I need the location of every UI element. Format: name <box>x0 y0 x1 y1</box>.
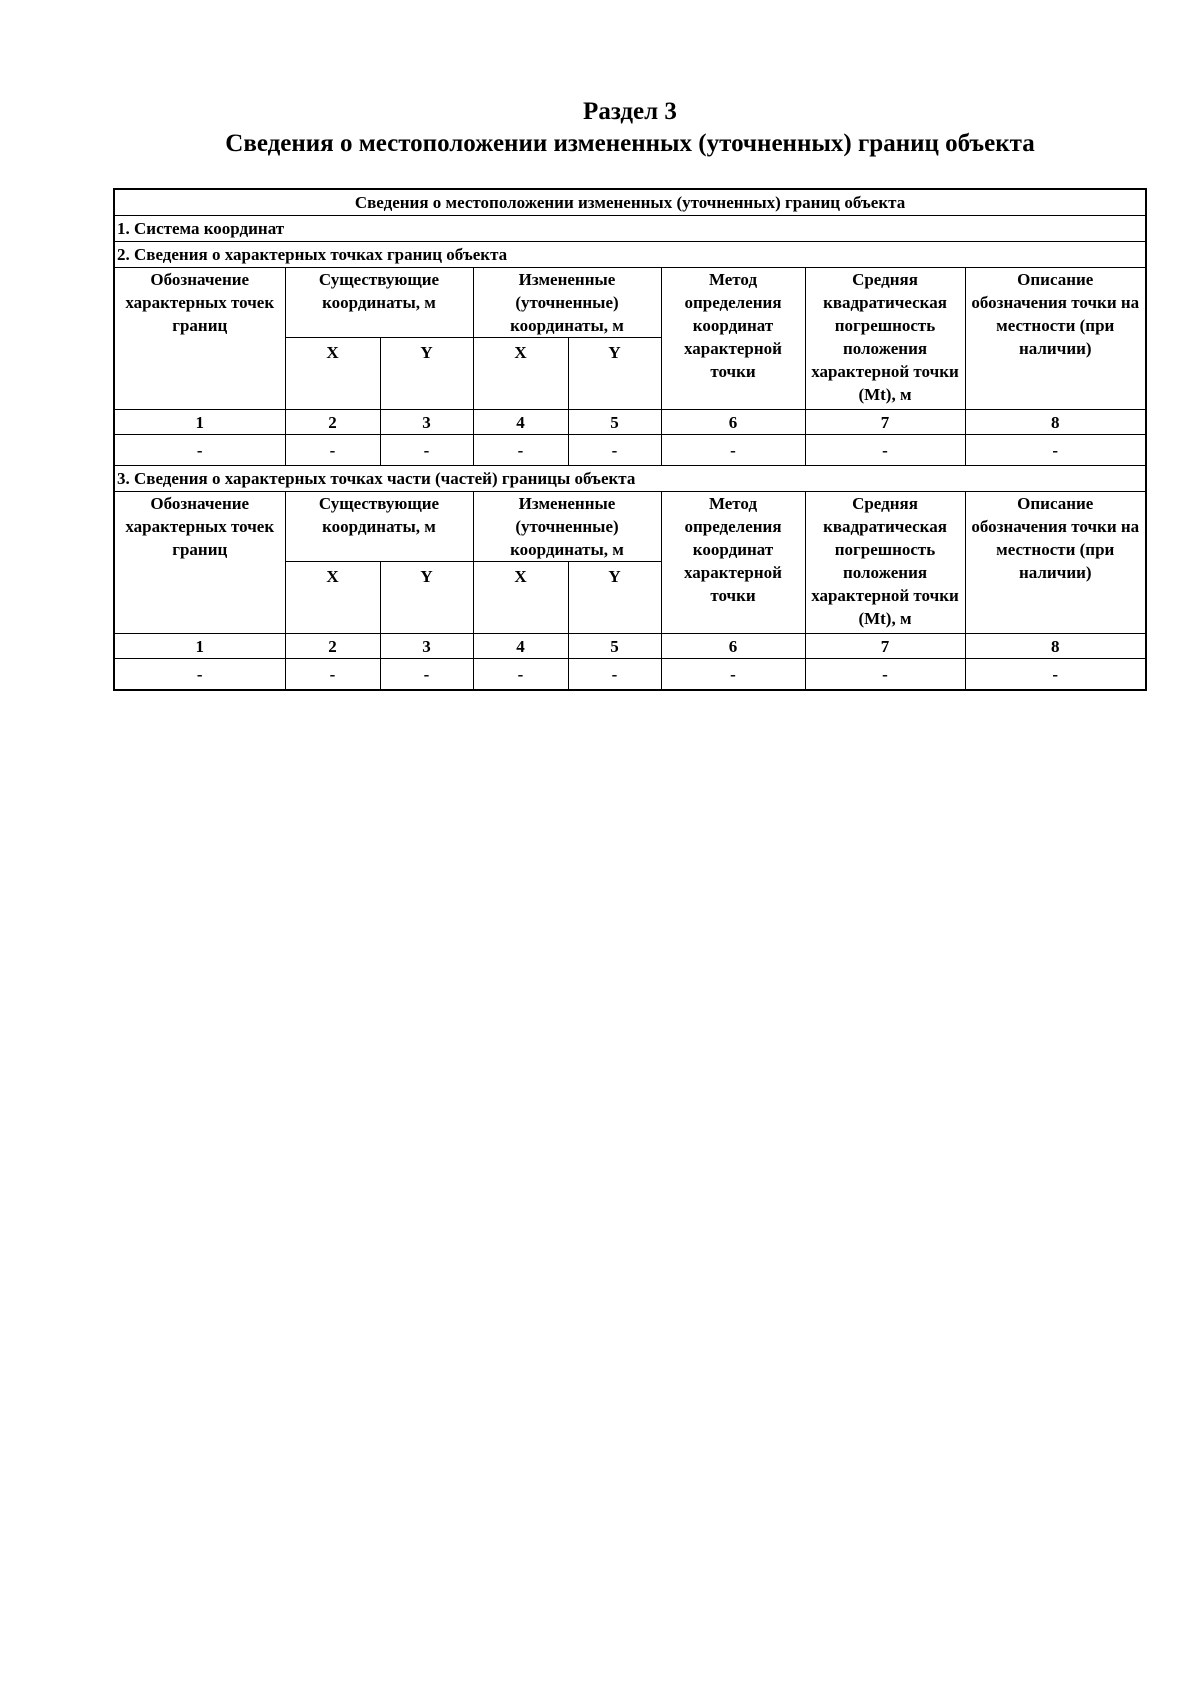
col-changed-x-header: X <box>473 338 568 410</box>
column-number: 5 <box>568 634 661 659</box>
col-method-header: Метод определения координат характерной точки <box>661 492 805 634</box>
col-description-header: Описание обозначения точки на местности (при наличии) <box>965 492 1146 634</box>
col-error-header: Средняя квадратическая погрешность положения характерной точки (Mt), м <box>805 268 965 410</box>
table-cell: - <box>285 435 380 466</box>
table-cell: - <box>380 435 473 466</box>
col-error-header: Средняя квадратическая погрешность положения характерной точки (Mt), м <box>805 492 965 634</box>
table-cell: - <box>473 435 568 466</box>
col-changed-y-header: Y <box>568 562 661 634</box>
col-existing-y-header: Y <box>380 338 473 410</box>
table-cell: - <box>805 659 965 691</box>
table-cell: - <box>661 659 805 691</box>
part3-column-numbers-row <box>114 634 1146 659</box>
column-number: 3 <box>380 410 473 435</box>
col-changed-header: Измененные (уточненные) координаты, м <box>473 268 661 338</box>
column-number: 3 <box>380 634 473 659</box>
col-changed-header: Измененные (уточненные) координаты, м <box>473 492 661 562</box>
boundary-points-table <box>113 188 1147 691</box>
section-number: Раздел 3 <box>583 98 677 125</box>
table-cell: - <box>568 659 661 691</box>
table-cell: - <box>473 659 568 691</box>
col-existing-y-header: Y <box>380 562 473 634</box>
column-number: 4 <box>473 410 568 435</box>
col-existing-x-header: X <box>285 338 380 410</box>
table-cell: - <box>568 435 661 466</box>
col-description-header: Описание обозначения точки на местности (при наличии) <box>965 268 1146 410</box>
table-row <box>114 659 1146 691</box>
table-cell: - <box>285 659 380 691</box>
column-number: 2 <box>285 410 380 435</box>
table-cell: - <box>965 435 1146 466</box>
part3-header-row <box>114 492 1146 562</box>
column-number: 2 <box>285 634 380 659</box>
table-row <box>114 435 1146 466</box>
table-cell: - <box>805 435 965 466</box>
column-number: 1 <box>114 634 285 659</box>
column-number: 5 <box>568 410 661 435</box>
column-number: 8 <box>965 634 1146 659</box>
column-number: 8 <box>965 410 1146 435</box>
col-changed-x-header: X <box>473 562 568 634</box>
part2-label: 2. Сведения о характерных точках границ объекта <box>114 242 1146 268</box>
part3-label: 3. Сведения о характерных точках части (частей) границы объекта <box>114 466 1146 492</box>
table-cell: - <box>114 659 285 691</box>
table-cell: - <box>661 435 805 466</box>
col-designation-header: Обозначение характерных точек границ <box>114 268 285 410</box>
table-cell: - <box>114 435 285 466</box>
part2-label-row <box>114 242 1146 268</box>
column-number: 7 <box>805 410 965 435</box>
table-cell: - <box>965 659 1146 691</box>
table-caption-row <box>114 189 1146 216</box>
col-method-header: Метод определения координат характерной точки <box>661 268 805 410</box>
col-changed-y-header: Y <box>568 338 661 410</box>
table-caption: Сведения о местоположении измененных (уточненных) границ объекта <box>114 189 1146 216</box>
table-cell: - <box>380 659 473 691</box>
column-number: 6 <box>661 634 805 659</box>
part3-label-row <box>114 466 1146 492</box>
col-existing-header: Существующие координаты, м <box>285 268 473 338</box>
column-number: 4 <box>473 634 568 659</box>
col-designation-header: Обозначение характерных точек границ <box>114 492 285 634</box>
column-number: 1 <box>114 410 285 435</box>
column-number: 7 <box>805 634 965 659</box>
part2-column-numbers-row <box>114 410 1146 435</box>
coord-system-label: 1. Система координат <box>114 216 1146 242</box>
col-existing-x-header: X <box>285 562 380 634</box>
coord-system-row <box>114 216 1146 242</box>
col-existing-header: Существующие координаты, м <box>285 492 473 562</box>
part2-header-row <box>114 268 1146 338</box>
column-number: 6 <box>661 410 805 435</box>
section-title: Сведения о местоположении измененных (уточненных) границ объекта <box>225 130 1035 157</box>
